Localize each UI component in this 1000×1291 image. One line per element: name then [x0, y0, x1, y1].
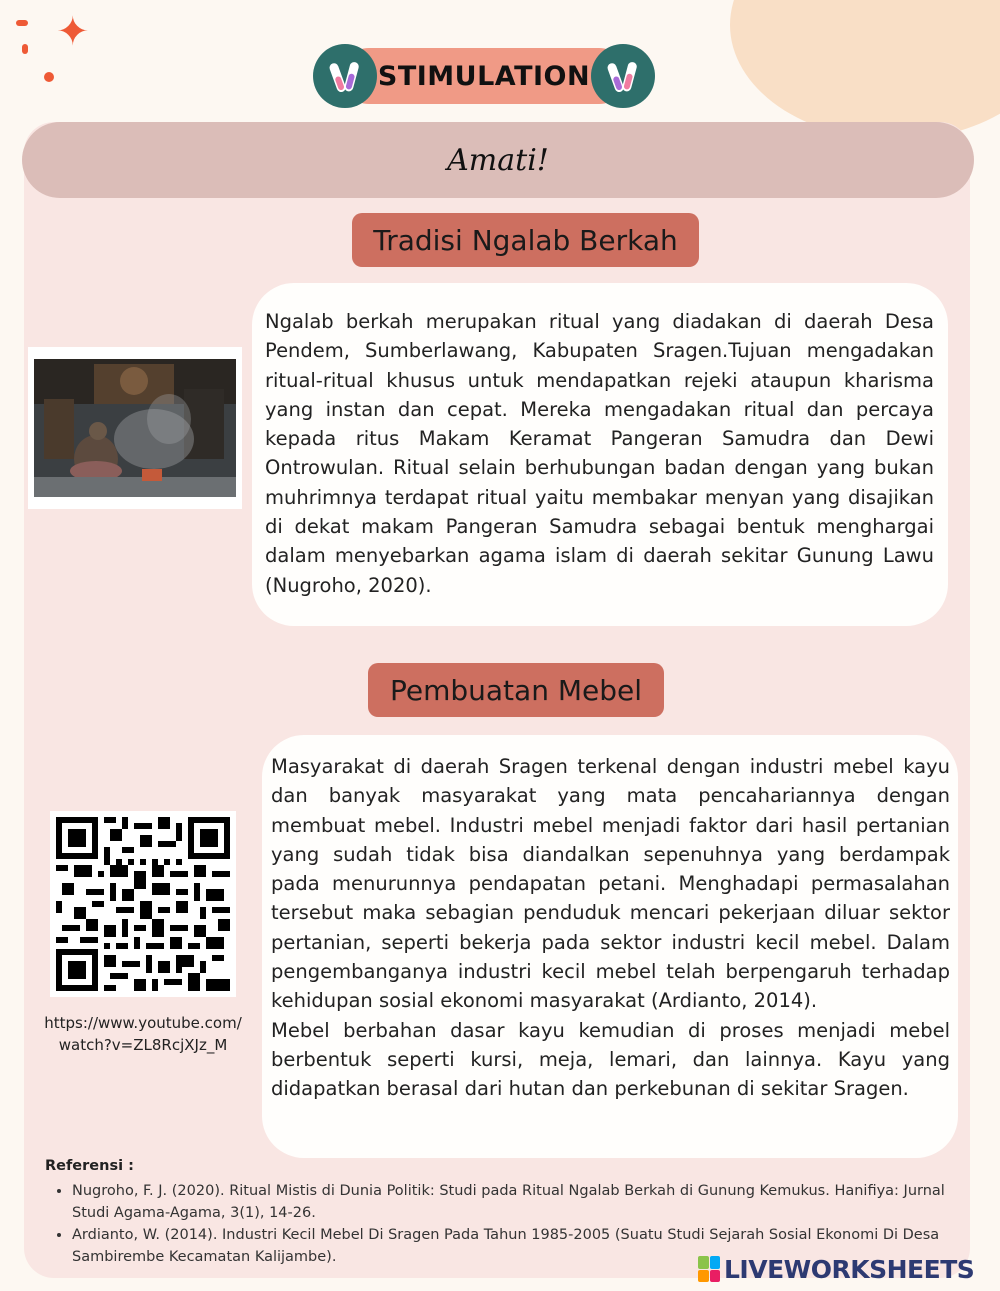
test-tube-icon — [313, 44, 377, 108]
section-title-pembuatan-mebel — [368, 663, 664, 717]
section-title-text: Pembuatan Mebel — [389, 673, 642, 707]
amati-banner — [22, 122, 974, 198]
qr-code[interactable] — [50, 811, 236, 997]
qr-url-line1: https://www.youtube.com/ — [44, 1014, 242, 1032]
header-pill — [341, 48, 627, 104]
decorative-dash — [16, 20, 28, 26]
ritual-photo — [28, 347, 242, 509]
ngalab-berkah-text — [265, 307, 934, 600]
pembuatan-mebel-paragraph-1: Masyarakat di daerah Sragen terkenal dengan industri mebel kayu dan banyak masyarakat yang mata pencahariannya dengan membuat mebel. Industri mebel menjadi faktor dari hasil pertanian yang sudah tidak bisa diandalkan sepenuhnya yang berdampak pada menurunnya pendapatan petani. Menghadapi permasalahan tersebut maka sebagian penduduk mencari pekerjaan diluar sektor pertanian, seperti bekerja pada sektor industri kecil mebel. Dalam pengembanganya industri kecil mebel telah berpengaruh terhadap kehidupan sosial ekonomi masyarakat (Ardianto, 2014). — [271, 755, 950, 1013]
liveworksheets-text: LIVEWORKSHEETS — [724, 1254, 975, 1284]
decorative-dash — [22, 44, 28, 54]
liveworksheets-logo[interactable] — [698, 1254, 974, 1284]
pembuatan-mebel-text — [271, 752, 950, 1104]
sparkle-icon: ✦ — [56, 9, 90, 55]
stimulation-header — [313, 44, 655, 108]
amati-text: Amati! — [447, 142, 549, 178]
decorative-dot — [44, 72, 54, 82]
test-tube-icon — [591, 44, 655, 108]
qr-url[interactable] — [30, 1012, 256, 1056]
decorative-blob — [730, 0, 1000, 140]
references-title: Referensi : — [45, 1158, 134, 1174]
pembuatan-mebel-paragraph-2: Mebel berbahan dasar kayu kemudian di proses menjadi mebel berbentuk seperti kursi, meja, lemari, dan lainnya. Kayu yang didapatkan berasal dari hutan dan perkebunan di sekitar Sragen. — [271, 1018, 950, 1101]
liveworksheets-badge-icon — [698, 1256, 720, 1282]
qr-url-line2: watch?v=ZL8RcjXJz_M — [58, 1036, 228, 1054]
reference-item: • Nugroho, F. J. (2020). Ritual Mistis di Dunia Politik: Studi pada Ritual Ngalab Berkah di Gunung Kemukus. Hanifiya: Jurnal Studi Agama-Agama, 3(1), 14-26. — [72, 1180, 972, 1224]
section-title-ngalab-berkah — [352, 213, 699, 267]
ngalab-berkah-paragraph: Ngalab berkah merupakan ritual yang diadakan di daerah Desa Pendem, Sumberlawang, Kabupaten Sragen.Tujuan mengadakan ritual-ritual khusus untuk mendapatkan rejeki ataupun kharisma yang instan dan cepat. Mereka mengadakan ritual dan percaya kepada ritus Makam Keramat Pangeran Samudra dan Dewi Ontrowulan. Ritual selain berhubungan badan dengan yang bukan muhrimnya terdapat ritual yaitu membakar menyan yang disajikan di dekat makam Pangeran Samudra sebagai bentuk menghargai dalam menyebarkan agama islam di daerah sekitar Gunung Lawu (Nugroho, 2020). — [265, 310, 934, 597]
section-title-text: Tradisi Ngalab Berkah — [373, 223, 678, 257]
reference-item: • Ardianto, W. (2014). Industri Kecil Mebel Di Sragen Pada Tahun 1985-2005 (Suatu Studi Sejarah Sosial Ekonomi Di Desa Sambirembe Kecamatan Kalijambe). — [72, 1224, 972, 1268]
header-title: STIMULATION — [377, 60, 591, 92]
